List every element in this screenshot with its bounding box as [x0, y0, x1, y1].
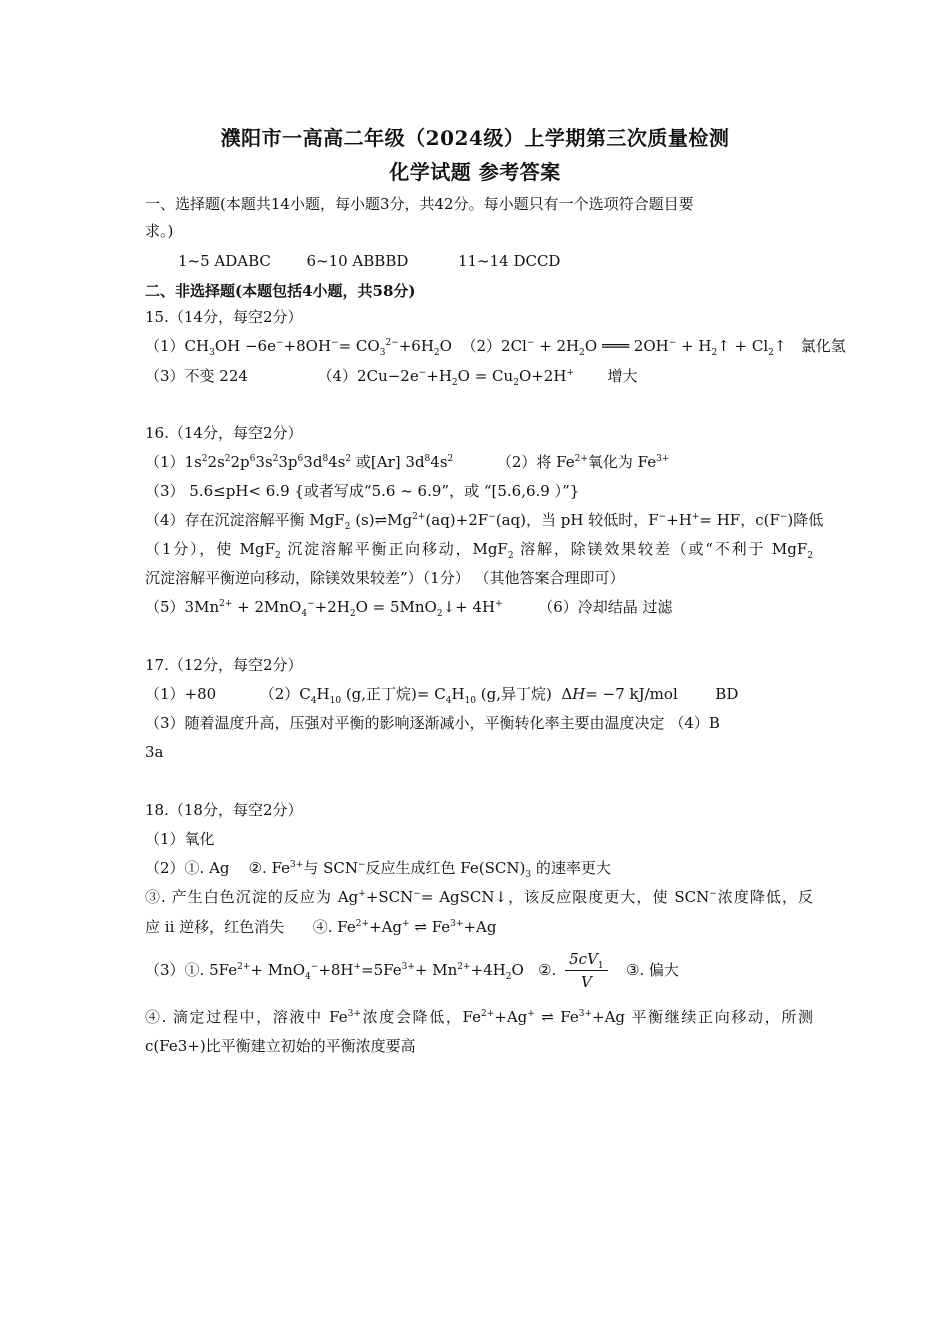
q15-answer-increase: 增大 — [607, 367, 638, 385]
q17-answer-line2: （3）随着温度升高，压强对平衡的影响逐渐减小，平衡转化率主要由温度决定 （4）B — [145, 714, 720, 732]
q17-answer-1: （1）+80 — [145, 685, 217, 703]
q18-answer-line1: （1）氧化 — [145, 830, 215, 848]
q16-answer-line6: $(5)3Mn^{2+} + 2MnO_4^-+2H_2O$ = 5MnO$_2$↓+ 4H+ （6）冷却结晶 过滤 — [145, 598, 673, 619]
section1-heading-line1: 一、选择题(本题共14小题，每小题3分，共42分。每小题只有一个选项符合题目要 — [145, 195, 694, 213]
section1-heading-line2: 求。) — [145, 222, 174, 240]
mc-answers-11-14: 11~14 DCCD — [457, 252, 561, 270]
page-subtitle: 化学试题 参考答案 — [389, 160, 561, 184]
q16-answer-line3: （4）存在沉淀溶解平衡 MgF$_2$ $(s)\rightleftharpoons Mg^{2+}(aq)+2F^-(aq)$，当 pH 较低时，F−+H+= HF，c(F−)降低 — [145, 511, 824, 532]
q16-answer-line1: $(1)1s^22s^22p^63s^23p^63d^84s^2$ 或[Ar] $3d^84s^2$ （2）将 $Fe^{2+}$氧化为 $Fe^{3+}$ — [145, 453, 670, 471]
mc-answers-1-5: 1~5 ADABC — [178, 252, 271, 270]
mc-answers-row — [178, 252, 846, 271]
q17-heading: 17.（12分，每空2分） — [145, 656, 303, 674]
q17-answer-line3: 3a — [145, 743, 164, 761]
q16-answer-line4: （1分），使 MgF$_2$ 沉淀溶解平衡正向移动，MgF$_2$ 溶解，除镁效果较差（或“不利于 MgF$_2$ — [145, 540, 814, 561]
q16-answer-line5: 沉淀溶解平衡逆向移动，除镁效果较差”）（1分） （其他答案合理即可） — [145, 569, 625, 587]
q16-answer-6: （6）冷却结晶 过滤 — [538, 598, 673, 616]
q16-heading: 16.（14分，每空2分） — [145, 424, 303, 442]
q18-answer-line3: ③. 产生白色沉淀的反应为 Ag++SCN−= AgSCN↓，该反应限度更大，使 SCN−浓度降低，反 — [145, 888, 813, 906]
q18-answer-line5: （3）①. $5Fe^{2+}+ MnO_4^-+8H^+=5Fe^{3+}+ Mn^{2+}+4H_2O$ ②. $\frac{5cV_1}{V}$ ③. 偏大 — [145, 950, 679, 991]
q17-answer-bd: BD — [715, 685, 739, 703]
q15-answer-line1: $(1)CH_3OH -6e^-+8OH^-= CO_3^{2-}+6H_2O$ $(2)2Cl^- + 2H_2O$ ═══ $2OH^- + H_2↑$ + $Cl_2↑$ 氯化氢 — [145, 337, 846, 358]
q18-answer-line6: ④. 滴定过程中，溶液中 $Fe^{3+}$浓度会降低，$Fe^{2+}+Ag^+$ ⇌ $Fe^{3+}+Ag$ 平衡继续正向移动，所测 — [145, 1008, 813, 1026]
q16-answer-line2: （3） 5.6≤pH< 6.9 {或者写成“5.6 ~ 6.9”，或 “[5.6,6.9 ）”} — [145, 482, 580, 500]
q18-answer-line4: 应 ii 逆移，红色消失 ④. $Fe^{2+}+Ag^+$ ⇌ $Fe^{3+}+Ag$ — [145, 918, 497, 936]
q15-heading: 15.（14分，每空2分） — [145, 308, 303, 326]
section2-heading: 二、非选择题(本题包括4小题，共58分) — [145, 282, 416, 300]
q18-answer-line2: （2）①. Ag ②. $Fe^{3+}$与 SCN−反应生成红色 $Fe(SCN)_3$ 的速率更大 — [145, 859, 611, 880]
mc-answers-6-10: 6~10 ABBBD — [306, 252, 409, 270]
fraction-5cv1-over-v: $\frac{5cV_1}{V}$ — [565, 950, 608, 992]
q15-answer-line2: （3）不变 224 $(4)2Cu-2e^-+H_2O = Cu_2O+2H^+$ 增大 — [145, 367, 638, 388]
page-title: 濮阳市一高高二年级（2024级）上学期第三次质量检测 — [220, 126, 730, 150]
q17-answer-line1: （1）+80 $(2)C_4H_{10}$ (g,正丁烷)= $C_4H_{10}$ (g,异丁烷) ΔH= −7 kJ/mol BD — [145, 685, 739, 706]
q18-answer-high: ③. 偏大 — [625, 960, 679, 979]
q15-answer-3: （3）不变 224 — [145, 367, 248, 385]
q18-heading: 18.（18分，每空2分） — [145, 801, 303, 819]
q15-answer-hcl: 氯化氢 — [800, 337, 846, 355]
q18-answer-line7: c(Fe3+)比平衡建立初始的平衡浓度要高 — [145, 1037, 416, 1055]
